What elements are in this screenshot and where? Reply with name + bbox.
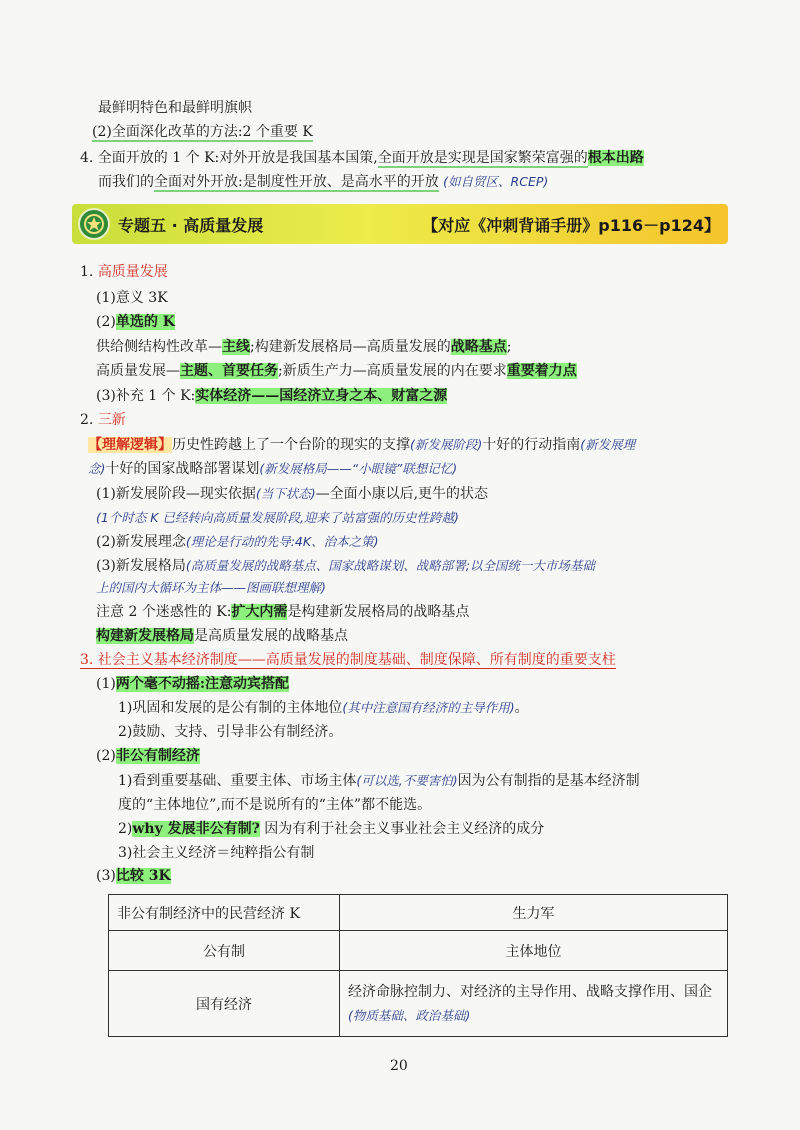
text: 是高质量发展的战略基点: [194, 628, 348, 644]
text: (2)新发展理念: [96, 534, 186, 550]
highlight: 比较 3K: [115, 868, 171, 884]
emblem-icon: [78, 208, 110, 240]
text-line: [96, 578, 326, 598]
text: (1)意义 3K: [96, 290, 168, 306]
text-line: [118, 843, 314, 863]
handwritten-note: (新发展阶段): [410, 437, 483, 452]
text: 。: [514, 700, 529, 716]
text: (1): [96, 676, 116, 692]
text: 注意 2 个迷惑性的 K:: [96, 604, 232, 620]
text: 历史性跨越上了一个台阶的现实的支撑: [172, 437, 410, 453]
highlight: 主题、首要任务: [180, 363, 278, 379]
text: (3)新发展格局: [96, 558, 186, 574]
highlight: 两个毫不动摇:注意动宾搭配: [115, 676, 290, 692]
text: 2): [118, 821, 133, 837]
handwritten-note: (新发展格局——“小眼镜”联想记忆): [259, 461, 458, 476]
handwritten-note: (新发展理: [580, 437, 636, 452]
text-line: [96, 312, 175, 332]
table-row: [109, 971, 728, 1037]
table-cell: 生力军: [340, 895, 728, 931]
highlight: 非公有制经济: [115, 748, 200, 764]
text: 因为有利于社会主义事业社会主义经济的成分: [259, 821, 545, 837]
highlight: 战略基点: [450, 339, 507, 355]
text: 2.: [80, 412, 94, 428]
text: 1)巩固和发展的是公有制的主体地位: [118, 700, 343, 716]
table-row: [109, 895, 728, 931]
text: 十好的行动指南: [482, 437, 581, 453]
handwritten-note: (如自贸区、RCEP): [443, 174, 549, 189]
text-line: [96, 626, 348, 646]
handwritten-note: (其中注意国有经济的主导作用): [342, 700, 515, 715]
text-line: [96, 866, 171, 886]
table-cell: 主体地位: [340, 931, 728, 971]
text: 而我们的: [98, 174, 154, 190]
text: 全面开放是实现是国家繁荣富强的: [377, 150, 588, 166]
highlight: 扩大内需: [231, 604, 288, 620]
text: 2)鼓励、支持、引导非公有制经济。: [118, 724, 343, 740]
highlight: 重要着力点: [506, 363, 577, 379]
text: 是构建新发展格局的战略基点: [287, 604, 470, 620]
text-line: [96, 746, 200, 766]
table-cell: 公有制: [109, 931, 340, 971]
logic-tag: 【理解逻辑】: [88, 437, 172, 453]
text: 高质量发展—: [96, 363, 180, 379]
text-line: [96, 337, 511, 357]
table-row: [109, 931, 728, 971]
text: 1.: [80, 264, 94, 280]
handwritten-note: (理论是行动的先导:4K、治本之策): [185, 534, 379, 549]
handwritten-note: (物质基础、政治基础): [348, 1007, 471, 1023]
text-line: [98, 98, 252, 118]
text-line: [96, 674, 289, 694]
text-line: [96, 361, 577, 381]
text: 供给侧结构性改革—: [96, 339, 222, 355]
banner-reference: 【对应《冲刺背诵手册》p116－p124】: [422, 216, 720, 235]
text-line: [88, 459, 457, 479]
section-banner: [72, 204, 728, 244]
text: 4. 全面开放的 1 个 K:对外开放是我国基本国策,: [80, 150, 378, 166]
text: —全面小康以后,更牛的状态: [315, 486, 489, 502]
banner-title: 专题五 · 高质量发展: [118, 216, 264, 235]
text: 3. 社会主义基本经济制度——高质量发展的制度基础、制度保障、所有制度的重要支柱: [80, 652, 616, 668]
text: 全面对外开放:是制度性开放、是高水平的开放: [154, 174, 439, 190]
handwritten-note: (高质量发展的战略基点、国家战略谋划、战略部署;以全国统一大市场基础: [185, 558, 595, 573]
highlight: 实体经济——国经济立身之本、财富之源: [195, 388, 448, 404]
section-heading: [80, 262, 168, 282]
text: (3)补充 1 个 K:: [96, 388, 196, 404]
text: 十好的国家战略部署谋划: [105, 461, 260, 477]
text-line: [96, 602, 469, 622]
table-cell: 国有经济: [109, 971, 340, 1037]
text: (2): [96, 314, 116, 330]
text-line: [118, 795, 431, 815]
section-heading: [80, 410, 126, 430]
text: 1)看到重要基础、重要主体、市场主体: [118, 773, 357, 789]
text-line: [96, 532, 378, 552]
text-line: [96, 556, 595, 576]
text: (2)全面深化改革的方法:2 个重要 K: [92, 124, 313, 140]
text-line: [88, 435, 635, 455]
table-cell: 非公有制经济中的民营经济 K: [109, 895, 340, 931]
text-line: [96, 484, 488, 504]
text-line: [118, 698, 529, 718]
handwritten-note: 上的国内大循环为主体——图画联想理解): [96, 580, 326, 595]
text: 因为公有制指的是基本经济制: [457, 773, 640, 789]
text-line: [96, 288, 168, 308]
text-line: [118, 819, 544, 839]
text: ;新质生产力—高质量发展的内在要求: [278, 363, 507, 379]
handwritten-note: (可以选,不要害怕): [356, 773, 458, 788]
text-line: [80, 148, 644, 168]
text: (1)新发展阶段—现实依据: [96, 486, 256, 502]
handwritten-note: (1个时态 K 已经转向高质量发展阶段,迎来了站富强的历史性跨越): [96, 510, 459, 525]
table-cell: [340, 971, 728, 1037]
highlight: 根本出路: [587, 150, 644, 166]
section-heading: [80, 650, 616, 670]
highlight: 构建新发展格局: [96, 628, 194, 644]
text: (2): [96, 748, 116, 764]
text-line: [96, 386, 447, 406]
handwritten-note: (当下状态): [255, 486, 316, 501]
highlight: 单选的 K: [115, 314, 175, 330]
text: 三新: [97, 412, 126, 428]
text: 3)社会主义经济＝纯粹指公有制: [118, 845, 315, 861]
highlight: 主线: [222, 339, 250, 355]
highlight: why 发展非公有制?: [132, 821, 260, 837]
text: 高质量发展: [97, 264, 168, 280]
text-line: [118, 771, 640, 791]
text: (3): [96, 868, 116, 884]
text-line: [96, 508, 459, 528]
cell-text: 经济命脉控制力、对经济的主导作用、战略支撑作用、国企: [348, 983, 712, 1000]
handwritten-note: 念): [88, 461, 106, 476]
text-line: [98, 172, 548, 192]
text: 最鲜明特色和最鲜明旗帜: [98, 100, 252, 116]
comparison-table: [108, 894, 728, 1037]
page-number: 20: [390, 1058, 408, 1074]
text: 度的“主体地位”,而不是说所有的“主体”都不能选。: [118, 797, 432, 813]
text: ;: [506, 339, 512, 355]
text-line: [92, 122, 313, 142]
text: ;构建新发展格局—高质量发展的: [250, 339, 451, 355]
text-line: [118, 722, 342, 742]
